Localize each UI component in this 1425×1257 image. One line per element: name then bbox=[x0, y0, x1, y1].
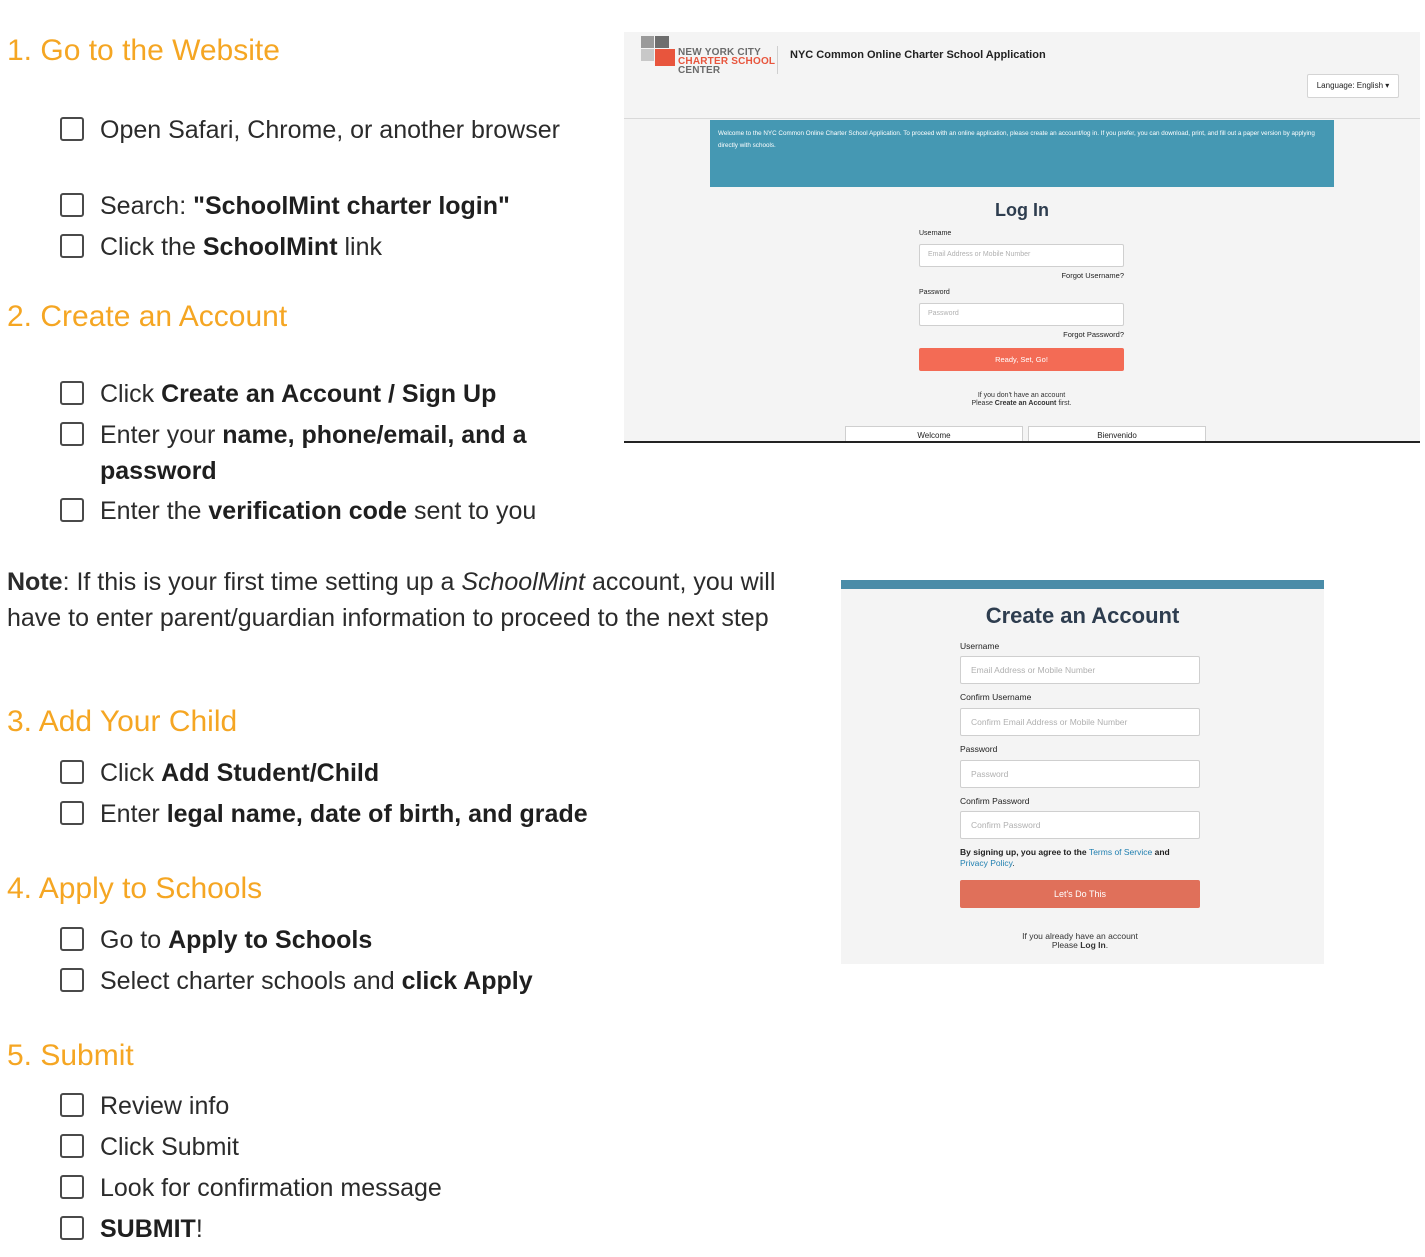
header-divider bbox=[777, 46, 778, 74]
privacy-policy-link[interactable]: Privacy Policy bbox=[960, 858, 1013, 868]
item-text: Look for confirmation message bbox=[100, 1174, 442, 1202]
checklist-item[interactable] bbox=[60, 1170, 600, 1206]
header-rule bbox=[624, 118, 1420, 119]
login-title: Log In bbox=[995, 200, 1049, 220]
username-label: Username bbox=[960, 641, 1000, 651]
signup-password-input[interactable]: Password bbox=[960, 760, 1200, 788]
no-account-text: If you don't have an account Please Create an Account first. bbox=[971, 392, 1072, 407]
login-submit-button[interactable]: Ready, Set, Go! bbox=[919, 348, 1124, 371]
note-paragraph: Note: If this is your first time setting up a SchoolMint account, you will have to enter parent/guardian information to proceed to the next step bbox=[7, 568, 776, 632]
item-text: Click Create an Account / Sign Up bbox=[100, 380, 497, 408]
confirm-username-input[interactable]: Confirm Email Address or Mobile Number bbox=[960, 708, 1200, 736]
login-screenshot bbox=[624, 32, 1420, 443]
checkbox[interactable] bbox=[60, 760, 84, 784]
log-in-link[interactable]: Log In bbox=[1080, 940, 1106, 950]
confirm-password-input[interactable]: Confirm Password bbox=[960, 811, 1200, 839]
password-input[interactable]: Password bbox=[919, 303, 1124, 326]
section-heading-submit: 5. Submit bbox=[7, 1039, 134, 1072]
checkbox[interactable] bbox=[60, 193, 84, 217]
checkbox[interactable] bbox=[60, 801, 84, 825]
forgot-username-link[interactable]: Forgot Username? bbox=[1061, 271, 1124, 280]
checklist-item[interactable] bbox=[60, 229, 600, 265]
welcome-banner: Welcome to the NYC Common Online Charter School Application. To proceed with an online application, please create an account/log in. If you prefer, you can download, print, and fill out a paper version by applying directly with schools. bbox=[710, 120, 1334, 187]
confirm-username-label: Confirm Username bbox=[960, 692, 1032, 702]
checkbox[interactable] bbox=[60, 927, 84, 951]
section-heading-child: 3. Add Your Child bbox=[7, 705, 238, 738]
item-text: Go to Apply to Schools bbox=[100, 926, 373, 954]
create-account-link[interactable]: Create an Account bbox=[994, 400, 1057, 407]
item-text: Select charter schools and click Apply bbox=[100, 967, 533, 995]
checklist-item[interactable] bbox=[60, 376, 600, 412]
signup-username-input[interactable]: Email Address or Mobile Number bbox=[960, 656, 1200, 684]
checklist-item[interactable] bbox=[60, 1211, 600, 1247]
checklist-item[interactable] bbox=[60, 112, 600, 148]
bienvenido-button[interactable]: Bienvenido bbox=[1028, 426, 1206, 443]
checkbox[interactable] bbox=[60, 1216, 84, 1240]
checklist-item[interactable] bbox=[60, 963, 660, 999]
item-text: Enter your name, phone/email, and a password bbox=[100, 421, 527, 485]
item-text: Open Safari, Chrome, or another browser bbox=[100, 116, 560, 144]
nyc-charter-logo-icon bbox=[641, 36, 675, 66]
have-account-text: If you already have an account Please Log In. bbox=[1022, 931, 1138, 950]
item-text: Click Add Student/Child bbox=[100, 759, 380, 787]
item-text: Search: "SchoolMint charter login" bbox=[100, 192, 510, 220]
item-text: Enter legal name, date of birth, and grade bbox=[100, 800, 588, 828]
signup-title: Create an Account bbox=[985, 603, 1180, 628]
checkbox[interactable] bbox=[60, 1093, 84, 1117]
terms-text: By signing up, you agree to the Terms of Service and Privacy Policy. bbox=[960, 847, 1170, 868]
username-label: Username bbox=[919, 230, 952, 237]
terms-of-service-link[interactable]: Terms of Service bbox=[1088, 847, 1153, 857]
checklist-item[interactable] bbox=[60, 417, 600, 489]
checkbox[interactable] bbox=[60, 968, 84, 992]
language-dropdown[interactable]: Language: English ▾ bbox=[1307, 74, 1399, 98]
forgot-password-link[interactable]: Forgot Password? bbox=[1063, 330, 1124, 339]
logo-wordmark: NEW YORK CITY CHARTER SCHOOL CENTER bbox=[678, 47, 776, 76]
item-text: Review info bbox=[100, 1092, 230, 1120]
checkbox[interactable] bbox=[60, 1134, 84, 1158]
welcome-button[interactable]: Welcome bbox=[845, 426, 1023, 443]
checklist-item[interactable] bbox=[60, 922, 600, 958]
password-label: Password bbox=[960, 744, 998, 754]
checklist-item[interactable] bbox=[60, 188, 600, 224]
checklist-item[interactable] bbox=[60, 1129, 600, 1165]
item-text: Enter the verification code sent to you bbox=[100, 497, 537, 525]
section-heading-apply: 4. Apply to Schools bbox=[7, 872, 263, 905]
signup-screenshot bbox=[841, 580, 1324, 964]
checkbox[interactable] bbox=[60, 1175, 84, 1199]
signup-top-bar bbox=[841, 580, 1324, 589]
item-text: Click the SchoolMint link bbox=[100, 233, 382, 261]
confirm-password-label: Confirm Password bbox=[960, 796, 1030, 806]
checkbox[interactable] bbox=[60, 498, 84, 522]
password-label: Password bbox=[919, 289, 950, 296]
checkbox[interactable] bbox=[60, 381, 84, 405]
checkbox[interactable] bbox=[60, 234, 84, 258]
item-text: Click Submit bbox=[100, 1133, 239, 1161]
item-text: SUBMIT! bbox=[100, 1215, 203, 1243]
signup-submit-button[interactable]: Let's Do This bbox=[960, 880, 1200, 908]
section-heading-website: 1. Go to the Website bbox=[7, 34, 280, 67]
checklist-item[interactable] bbox=[60, 796, 660, 832]
section-heading-account: 2. Create an Account bbox=[7, 300, 288, 333]
checkbox[interactable] bbox=[60, 117, 84, 141]
app-title: NYC Common Online Charter School Application bbox=[790, 49, 1046, 61]
checkbox[interactable] bbox=[60, 422, 84, 446]
checklist-item[interactable] bbox=[60, 1088, 600, 1124]
checklist-item[interactable] bbox=[60, 493, 600, 529]
username-input[interactable]: Email Address or Mobile Number bbox=[919, 244, 1124, 267]
caret-down-icon: ▾ bbox=[1383, 81, 1390, 90]
checklist-item[interactable] bbox=[60, 755, 600, 791]
